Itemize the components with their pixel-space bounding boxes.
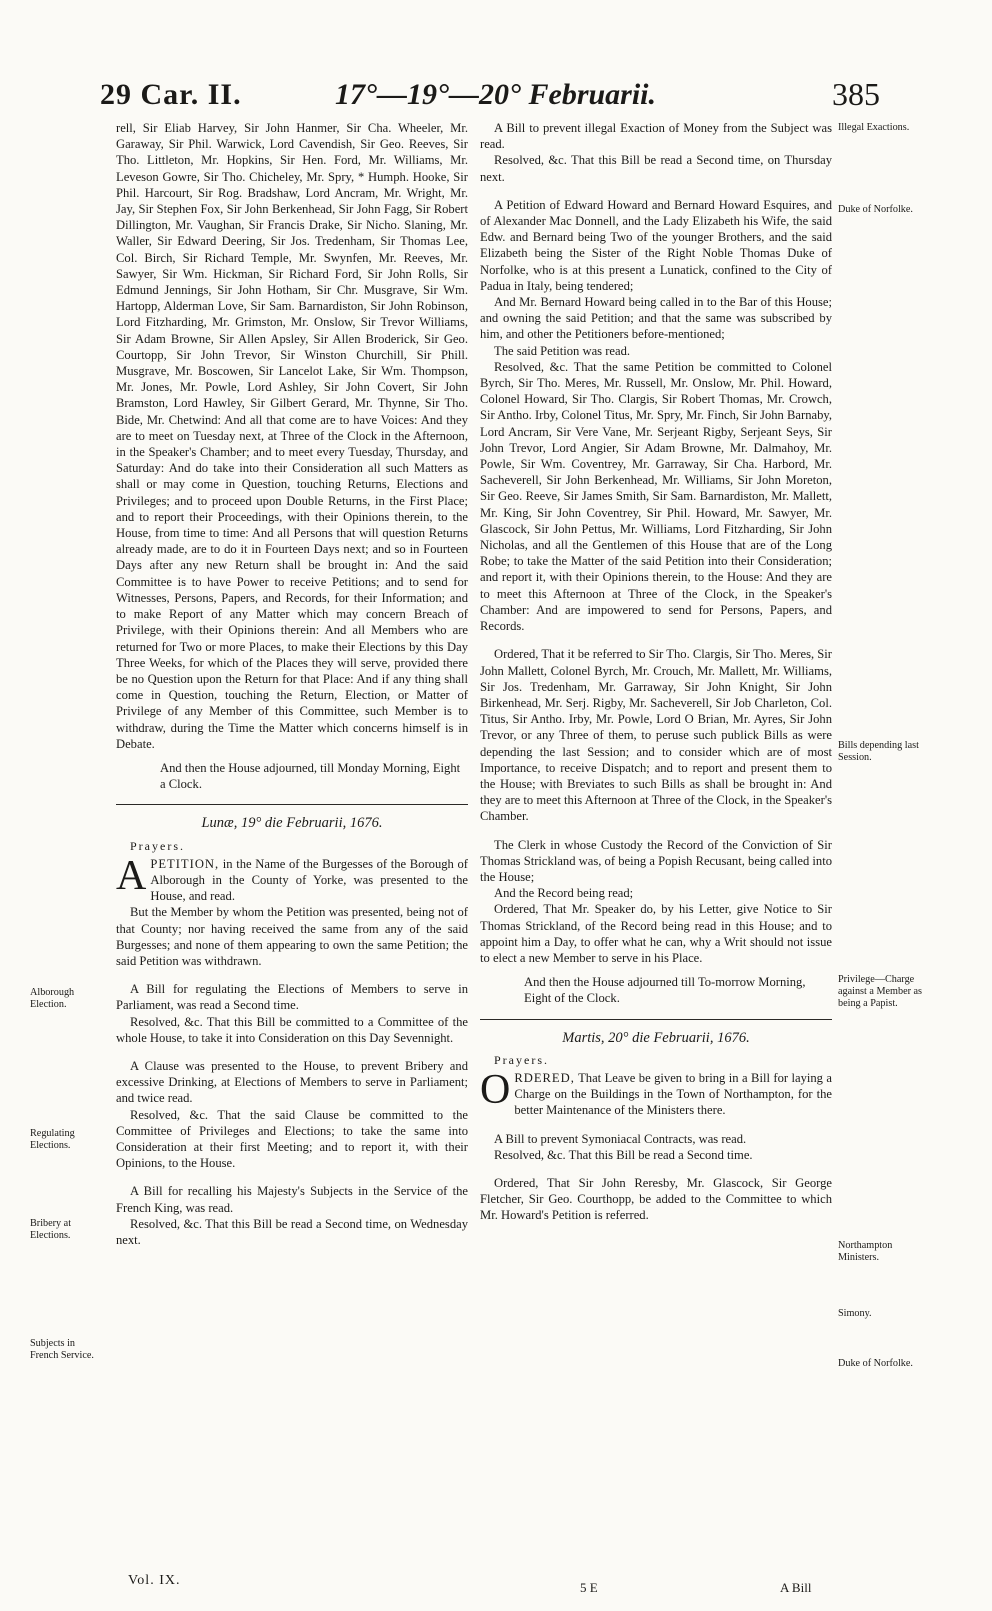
margin-note-privilege: Privilege—Charge against a Member as being a Papist. <box>838 974 923 1009</box>
elections-resolved: Resolved, &c. That this Bill be committed to a Committee of the whole House, to take it into Consideration on this Day Sevennight. <box>116 1014 468 1045</box>
margin-note-bribery: Bribery at Elections. <box>30 1218 72 1241</box>
volume-number: Vol. IX. <box>128 1573 181 1588</box>
petition-text: in the Name of the Burgesses of the Borough of Alborough in the County of Yorke, was presented to the House, and read. <box>150 856 468 904</box>
simony-bill: A Bill to prevent Symoniacal Contracts, was read. <box>494 1131 747 1146</box>
margin-note-norfolke-2: Duke of Norfolke. <box>838 1358 913 1369</box>
bribery-resolved: Resolved, &c. That the said Clause be committed to the Committee of Privileges and Elections; to take the same into Consideration at their first Meeting; and to report it, with their Opinions, to the House. <box>116 1107 468 1171</box>
exaction-bill: A Bill to prevent illegal Exaction of Money from the Subject was read. <box>480 121 832 152</box>
right-column <box>480 120 832 1224</box>
margin-note-illegal: Illegal Exactions. <box>838 122 910 133</box>
petition-head: PETITION, <box>150 856 220 871</box>
strickland-ordered: Ordered, That Mr. Speaker do, by his Letter, give Notice to Sir Thomas Strickland, of the Record being read in this House; and to appoint him a Day, to offer what he can, why a Writ should not issue to elect a new Member to serve in his Place. <box>480 902 832 965</box>
margin-note-french: Subjects in French Service. <box>30 1338 94 1361</box>
regnal-year: 29 Car. II. <box>100 78 242 111</box>
reresby-ordered: Ordered, That Sir John Reresby, Mr. Glascock, Sir George Fletcher, Sir Geo. Courthopp, be added to the Committee to which Mr. Howard's Petition is referred. <box>480 1175 832 1223</box>
margin-note-norfolke: Duke of Norfolke. <box>838 204 913 215</box>
left-column <box>116 120 468 1248</box>
petition-read: The said Petition was read. <box>494 343 631 358</box>
french-resolved: Resolved, &c. That this Bill be read a Second time, on Wednesday next. <box>116 1216 468 1247</box>
sitting-date: Lunæ, 19° die Februarii, 1676. <box>201 815 383 832</box>
margin-note-regulating: Regulating Elections. <box>30 1128 75 1151</box>
page-header <box>100 72 880 116</box>
margin-note-alborough: Alborough Election. <box>30 987 75 1010</box>
section-divider <box>116 804 468 805</box>
howard-called: And Mr. Bernard Howard being called in to the Bar of this House; and owning the said Petition; and that the same was subscribed by him, and other the Petitioners before-mentioned; <box>480 295 832 342</box>
record-read: And the Record being read; <box>494 886 634 901</box>
margin-note-northampton: Northampton Ministers. <box>838 1240 893 1263</box>
prayers-heading-right: Prayers. <box>494 1052 549 1067</box>
signature-mark: 5 E <box>580 1580 598 1595</box>
bills-ordered: Ordered, That it be referred to Sir Tho. Clargis, Sir Tho. Meres, Sir John Mallett, Colonel Byrch, Mr. Crouch, Mr. Mallett, Mr. Williams, Sir Jos. Tredenham, Mr. Garraway, Sir John Knight, Sir John Birkenhead, Mr. Serj. Rigby, Mr. Sacheverell, Sir Job Charleton, Col. Titus, Sir Antho. Irby, Mr. Powle, Lord O Brian, Mr. Ayres, Sir John Trevor, or any Three of them, to peruse such publick Bills as were depending the last Session; and to consider which are of most Importance, to receive Dispatch; and to report and present them to the House; with Breviates to such Bills as shall be brought in: And they are to meet this Afternoon at Three of the Clock, in the Speaker's Chamber. <box>480 647 832 824</box>
page-number: 385 <box>832 76 880 112</box>
drop-cap: A <box>116 852 147 899</box>
sitting-date-right: Martis, 20° die Februarii, 1676. <box>562 1029 750 1046</box>
exaction-resolved: Resolved, &c. That this Bill be read a Second time, on Thursday next. <box>480 153 832 184</box>
committee-list: rell, Sir Eliab Harvey, Sir John Hanmer, Sir Cha. Wheeler, Mr. Garaway, Sir Phil. Warwick, Lord Cavendish, Sir Geo. Reeves, Sir Tho. Littleton, Mr. Hopkins, Sir Hen. Ford, Mr. Williams, Mr. Leveson Gowre, Sir Tho. Chicheley, Mr. Spry, * Humph. Hooke, Sir Phil. Harcourt, Sir Rog. Bradshaw, Lord Ancram, Mr. Wright, Mr. Jay, Sir Stephen Fox, Sir John Berkenhead, Sir John Fagg, Sir Robert Dillington, Mr. Vaughan, Sir Francis Drake, Sir Nicho. Slaning, Mr. Waller, Sir Edward Deering, Sir Jos. Tredenham, Sir Thomas Lee, Col. Birch, Sir Richard Temple, Mr. Swynfen, Mr. Reeves, Mr. Sawyer, Sir Wm. Hickman, Sir Richard Ford, Sir John Rolls, Sir Edmund Jennings, Sir John Hotham, Sir Chr. Musgrave, Sir Wm. Hartopp, Alderman Love, Sir Sam. Barnardiston, Sir John Robinson, Lord Fitzharding, Mr. Grimston, Mr. Onslow, Sir Trevor Williams, Sir Adam Browne, Sir Allen Apsley, Sir Allen Broderick, Sir Geo. Courtopp, Sir John Trevor, Sir Winston Churchill, Sir Phill. Musgrave, Mr. Boscowen, Sir Lancelot Lake, Sir Wm. Thompson, Mr. Jones, Mr. Powle, Lord Ashley, Sir John Covert, Sir John Bramston, Lord Hawley, Sir Gilbert Gerard, Mr. Thynne, Sir Tho. Bide, Mr. Chetwind: And all that come are to have Voices: And they are to meet on Tuesday next, at Three of the Clock in the Afternoon, in the Speaker's Chamber; and to meet every Tuesday, Thursday, and Saturday: And do take into their Consideration all such Matters as shall or may come in Question, touching Returns, Elections and Privileges; and to proceed upon Double Returns, in the First Place; and to report their Proceedings, with their Opinions therein, to the House, from time to time: And all Persons that will question Returns already made, are to do it in Fourteen Days next; and so in Fourteen Days after any new Return shall be brought in: And the said Committee is to have Power to receive Petitions; and to send for Witnesses, Persons, Papers, and Records, for their Information; and to make Report of any Matter which may concern Breach of Privilege, with their Opinions therein: And all Members who are returned for Two or more Places, to make their Elections by this Day Three Weeks, for which of the Places they will serve, provided there be no Question upon the Return for that Place: And if any thing shall come in Question, touching the Return, Election, or Matter of Privilege of any Member of this Committee, such Member is to withdraw, during the Time the Matter which concerns himself is in Debate. <box>116 121 468 751</box>
prayers-heading: Prayers. <box>130 838 185 853</box>
section-divider-right <box>480 1019 832 1020</box>
french-bill: A Bill for recalling his Majesty's Subjects in the Service of the French King, was read. <box>116 1184 468 1215</box>
elections-bill: A Bill for regulating the Elections of Members to serve in Parliament, was read a Second time. <box>116 982 468 1013</box>
order-head: RDERED, <box>514 1070 575 1085</box>
northampton-order <box>480 1066 833 1119</box>
simony-resolved: Resolved, &c. That this Bill be read a Second time. <box>494 1147 753 1162</box>
adjournment-note-right: And then the House adjourned till To-morrow Morning, Eight of the Clock. <box>524 975 806 1006</box>
drop-cap-right: O <box>480 1066 511 1113</box>
order-text: That Leave be given to bring in a Bill for laying a Charge on the Buildings in the Town of Northampton, for the better Maintenance of the Ministers there. <box>514 1070 833 1118</box>
adjournment-note: And then the House adjourned, till Monday Morning, Eight a Clock. <box>160 760 461 792</box>
clerk-record: The Clerk in whose Custody the Record of the Conviction of Sir Thomas Strickland was, of being a Popish Recusant, being called into the House; <box>480 837 832 884</box>
date-range: 17°—19°—20° Februarii. <box>335 78 657 111</box>
petition-withdrawn: But the Member by whom the Petition was presented, being not of that County; nor having received the same from any of the said Burgesses; and none of them appearing to own the same Petition; the said Petition was withdrawn. <box>116 905 468 968</box>
margin-note-simony: Simony. <box>838 1308 872 1319</box>
bribery-clause: A Clause was presented to the House, to prevent Bribery and excessive Drinking, at Elections of Members to serve in Parliament; and twice read. <box>116 1058 468 1106</box>
howard-resolved: Resolved, &c. That the same Petition be committed to Colonel Byrch, Sir Tho. Meres, Mr. Russell, Mr. Onslow, Mr. Phil. Howard, Colonel Howard, Sir Tho. Clargis, Sir Robert Thomas, Mr. Crowch, Sir Antho. Irby, Colonel Titus, Mr. Spry, Mr. Finch, Sir John Barnaby, Lord Ancram, Sir Vere Vane, Mr. Serjeant Rigby, Serjeant Seys, Sir John Trevor, Lord Angier, Sir Adam Browne, Mr. Dalmahoy, Mr. Powle, Sir Wm. Coventrey, Mr. Garraway, Sir Cha. Harbord, Mr. Sacheverell, Sir John Berkenhead, Mr. Williams, Sir John Moreton, Sir Geo. Reeve, Sir James Smith, Sir Sam. Barnardiston, Mr. Mallett, Mr. King, Sir John Coventrey, Sir Phil. Howard, Mr. Sawyer, Mr. Glascock, Sir John Pettus, Mr. Williams, Lord Fitzharding, Sir John Nicholas, and all the Gentlemen of this House that are of the Long Robe; to take the Matter of the said Petition into their Consideration; and report it, with their Opinions therein, to the House: And they are to meet this Afternoon at Three of the Clock, in the Speaker's Chamber: And are impowered to send for Persons, Papers, and Records. <box>480 359 832 634</box>
catchword: A Bill <box>780 1580 812 1595</box>
howard-petition: A Petition of Edward Howard and Bernard Howard Esquires, and of Alexander Mac Donnell, and the Lady Elizabeth his Wife, the said Edw. and Bernard being Two of the younger Brothers, and the said Elizabeth being the Sister of the Right Noble Thomas Duke of Norfolke, who is at this present a Lunatick, confined to the City of Padua in Italy, being tendered; <box>480 197 832 293</box>
alborough-petition <box>116 852 468 905</box>
margin-note-bills: Bills depending last Session. <box>838 740 919 763</box>
